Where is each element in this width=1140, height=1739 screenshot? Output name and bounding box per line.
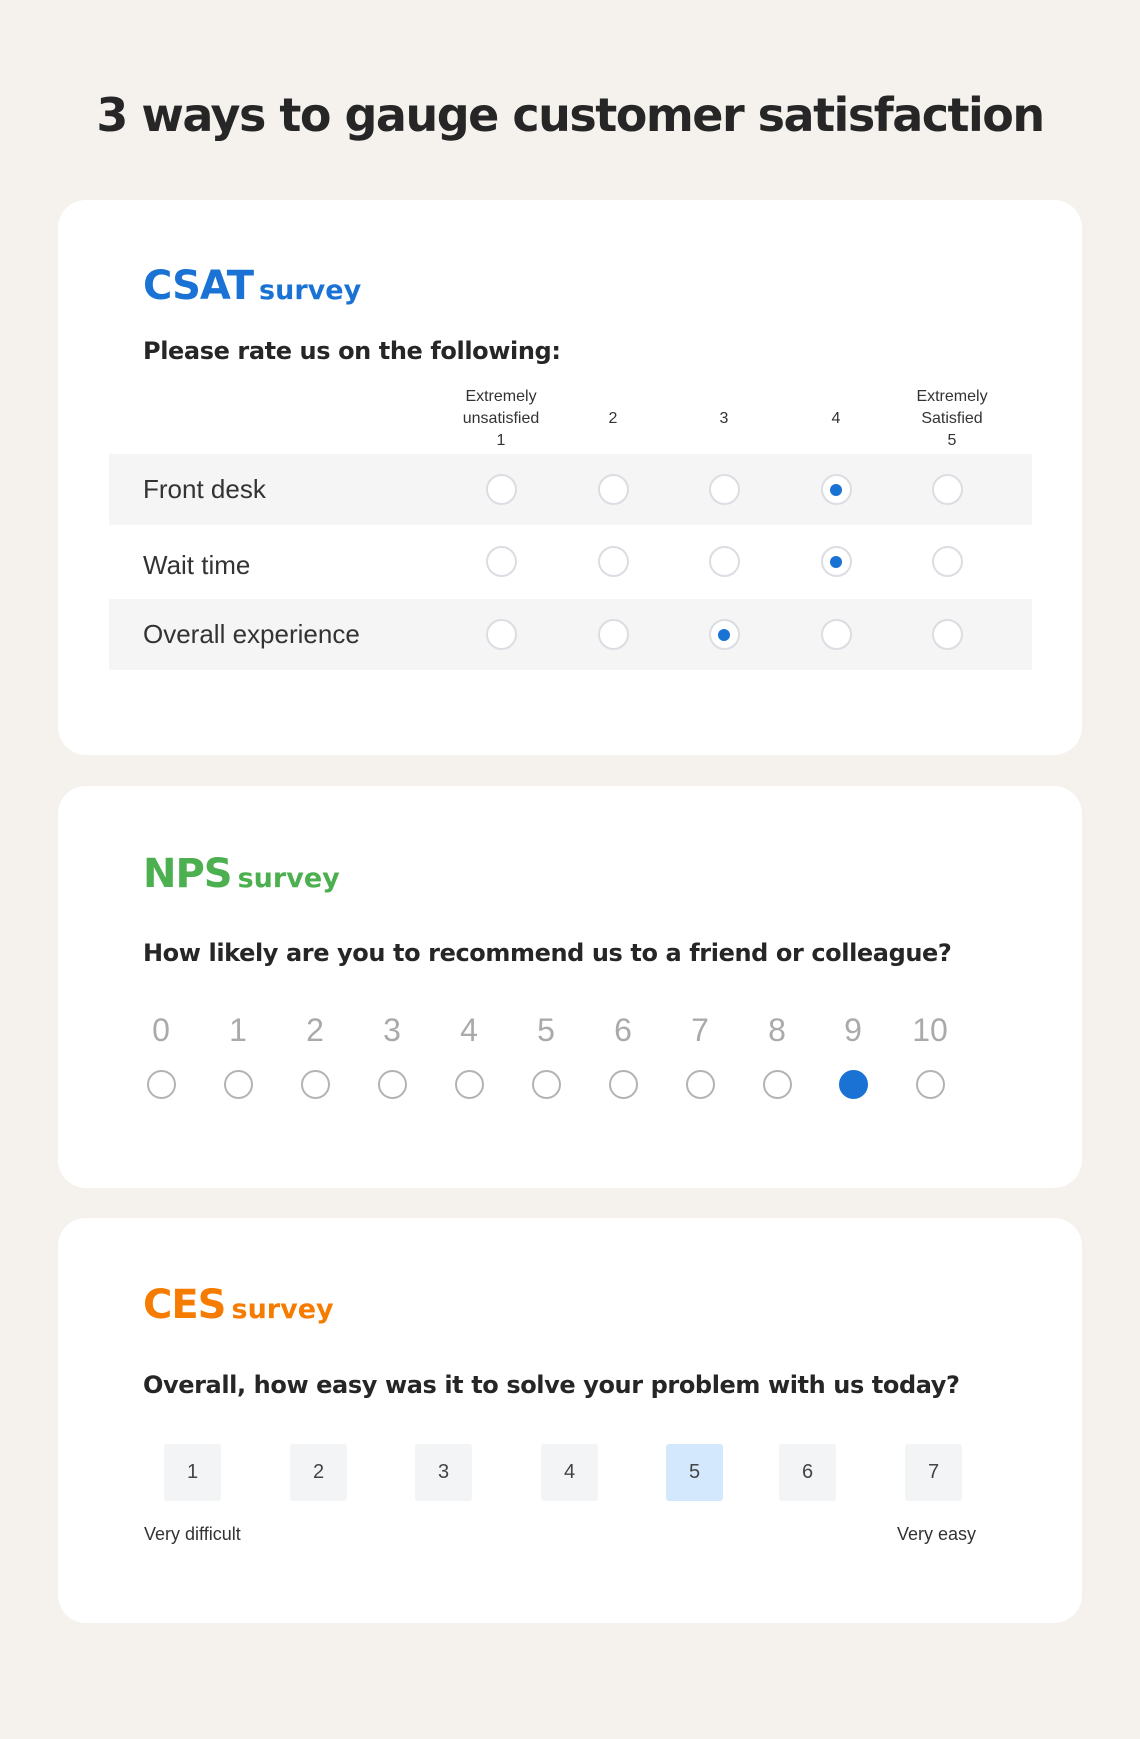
nps-question: How likely are you to recommend us to a friend or colleague? — [143, 939, 952, 967]
nps-label-3: 3 — [383, 1012, 401, 1048]
ces-option-6[interactable]: 6 — [779, 1444, 836, 1501]
radio-5[interactable] — [932, 546, 963, 577]
nps-label-5: 5 — [537, 1012, 555, 1048]
ces-low-label: Very difficult — [144, 1524, 241, 1544]
page-title: 3 ways to gauge customer satisfaction — [96, 88, 1044, 142]
nps-heading — [143, 851, 340, 897]
nps-abbr: NPS — [143, 851, 232, 897]
radio-2[interactable] — [598, 474, 629, 505]
nps-radio-10[interactable] — [916, 1070, 945, 1099]
radio-4[interactable] — [821, 619, 852, 650]
ces-abbr: CES — [143, 1282, 226, 1328]
row-label: Front desk — [143, 474, 266, 504]
ces-option-3[interactable]: 3 — [415, 1444, 472, 1501]
radio-5[interactable] — [932, 474, 963, 505]
radio-2[interactable] — [598, 619, 629, 650]
ces-high-label: Very easy — [897, 1524, 977, 1544]
radio-3-selected[interactable] — [709, 619, 740, 650]
ces-card — [58, 1218, 1082, 1623]
col-label-number: 2 — [608, 410, 618, 427]
nps-label-9: 9 — [844, 1012, 862, 1048]
nps-radio-6[interactable] — [609, 1070, 638, 1099]
ces-word: survey — [231, 1294, 334, 1325]
nps-radio-4[interactable] — [455, 1070, 484, 1099]
ces-option-4[interactable]: 4 — [541, 1444, 598, 1501]
radio-4-selected[interactable] — [821, 546, 852, 577]
col-label-number: 4 — [831, 410, 841, 427]
csat-word: survey — [259, 275, 362, 306]
csat-col-2 — [558, 386, 668, 430]
csat-card — [58, 200, 1082, 755]
ces-heading — [143, 1282, 334, 1328]
nps-label-8: 8 — [768, 1012, 786, 1048]
col-label-line: Extremely — [465, 388, 537, 405]
radio-4-selected[interactable] — [821, 474, 852, 505]
col-label-line: Satisfied — [921, 410, 983, 427]
radio-1[interactable] — [486, 619, 517, 650]
nps-radio-3[interactable] — [378, 1070, 407, 1099]
col-label-number: 1 — [496, 432, 506, 449]
radio-5[interactable] — [932, 619, 963, 650]
ces-option-2[interactable]: 2 — [290, 1444, 347, 1501]
nps-label-6: 6 — [614, 1012, 632, 1048]
nps-radio-7[interactable] — [686, 1070, 715, 1099]
nps-label-2: 2 — [306, 1012, 324, 1048]
row-label: Wait time — [143, 550, 251, 580]
nps-word: survey — [237, 863, 340, 894]
nps-radio-5[interactable] — [532, 1070, 561, 1099]
csat-heading — [143, 263, 361, 309]
nps-radio-0[interactable] — [147, 1070, 176, 1099]
ces-option-7[interactable]: 7 — [905, 1444, 962, 1501]
row-label: Overall experience — [143, 619, 360, 649]
ces-option-5-selected[interactable]: 5 — [666, 1444, 723, 1501]
nps-label-7: 7 — [691, 1012, 709, 1048]
csat-row-front-desk — [109, 454, 1032, 525]
nps-label-0: 0 — [152, 1012, 170, 1048]
csat-col-3 — [669, 386, 779, 430]
csat-question: Please rate us on the following: — [143, 337, 561, 365]
csat-col-1 — [446, 386, 556, 452]
csat-row-wait-time — [109, 526, 1032, 597]
radio-1[interactable] — [486, 474, 517, 505]
nps-label-10: 10 — [912, 1012, 948, 1048]
radio-1[interactable] — [486, 546, 517, 577]
nps-radio-2[interactable] — [301, 1070, 330, 1099]
col-label-line: unsatisfied — [462, 410, 540, 427]
csat-col-4 — [781, 386, 891, 430]
nps-radio-8[interactable] — [763, 1070, 792, 1099]
csat-abbr: CSAT — [143, 263, 254, 309]
nps-radio-9-selected[interactable] — [839, 1070, 868, 1099]
col-label-number: 5 — [947, 432, 957, 449]
csat-row-overall-experience — [109, 599, 1032, 670]
radio-3[interactable] — [709, 474, 740, 505]
radio-2[interactable] — [598, 546, 629, 577]
nps-label-1: 1 — [229, 1012, 247, 1048]
ces-option-1[interactable]: 1 — [164, 1444, 221, 1501]
col-label-number: 3 — [719, 410, 729, 427]
col-label-line: Extremely — [916, 388, 988, 405]
ces-question: Overall, how easy was it to solve your problem with us today? — [143, 1371, 960, 1399]
radio-3[interactable] — [709, 546, 740, 577]
nps-label-4: 4 — [460, 1012, 478, 1048]
csat-col-5 — [897, 386, 1007, 452]
nps-card — [58, 786, 1082, 1188]
nps-radio-1[interactable] — [224, 1070, 253, 1099]
